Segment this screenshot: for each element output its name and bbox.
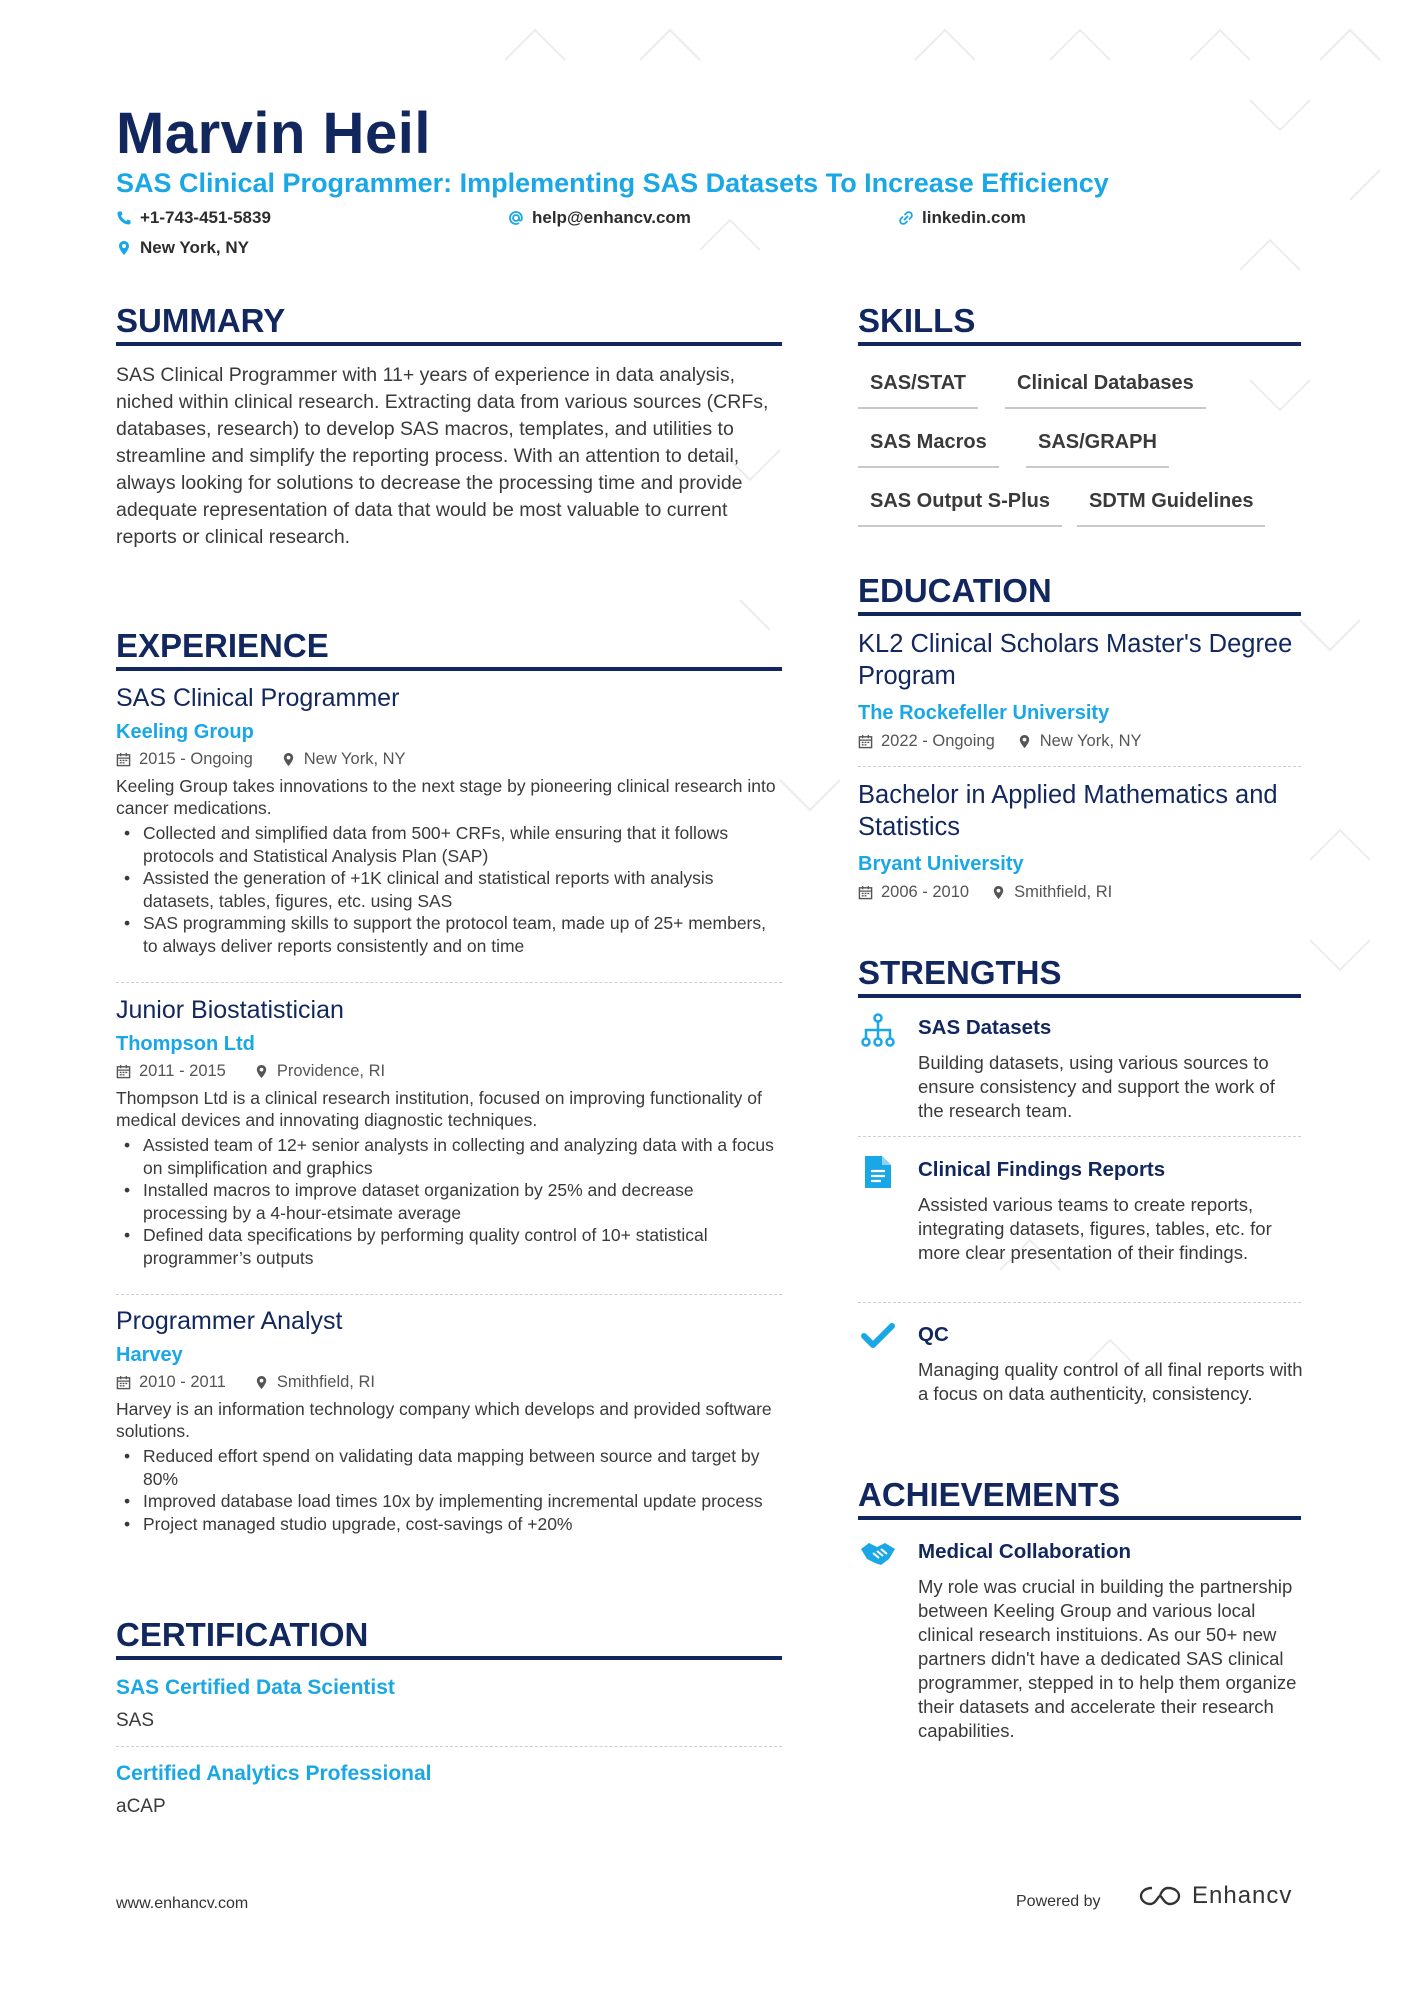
- candidate-headline: SAS Clinical Programmer: Implementing SAS Datasets To Increase Efficiency: [116, 168, 1109, 198]
- calendar-icon: [116, 1375, 131, 1390]
- skill-tag: SDTM Guidelines: [1077, 490, 1265, 527]
- skill-tag: SAS/GRAPH: [1026, 431, 1169, 468]
- education-meta: [858, 732, 1164, 751]
- skills-rule: [858, 342, 1301, 346]
- phone-text: +1-743-451-5839: [140, 208, 271, 227]
- education-heading: EDUCATION: [858, 572, 1052, 609]
- location-pin-icon: [1017, 734, 1032, 749]
- job-title: SAS Clinical Programmer: [116, 684, 400, 712]
- link-icon: [898, 210, 914, 226]
- skill-tag: Clinical Databases: [1005, 372, 1206, 409]
- job-dates: 2011 - 2015: [139, 1062, 226, 1080]
- summary-heading: SUMMARY: [116, 302, 286, 339]
- job-title: Junior Biostatistician: [116, 996, 344, 1024]
- bullet-item: • Improved database load times 10x by implementing incremental update process: [116, 1490, 782, 1513]
- strength-description: Assisted various teams to create reports, integrating datasets, figures, tables, etc. for more clear presentation of their findings.: [918, 1194, 1272, 1263]
- education-rule: [858, 612, 1301, 616]
- footer-url[interactable]: www.enhancv.com: [116, 1895, 249, 1912]
- brand-name: Enhancv: [1192, 1882, 1293, 1909]
- education-meta: [858, 883, 1134, 902]
- certification-name: SAS Certified Data Scientist: [116, 1676, 395, 1699]
- location-pin-icon: [281, 752, 296, 767]
- bullet-item: • Assisted team of 12+ senior analysts in collecting and analyzing data with a focus on simplification and graphics: [116, 1134, 782, 1179]
- strength-description: Building datasets, using various sources to ensure consistency and support the work of the research team.: [918, 1052, 1275, 1121]
- strengths-rule: [858, 994, 1301, 998]
- at-icon: [508, 210, 524, 226]
- job-description: Keeling Group takes innovations to the next stage by pioneering clinical research into cancer medications.: [116, 776, 776, 818]
- bullet-item: • Installed macros to improve dataset organization by 25% and decrease processing by a 4-hour-etsimate average: [116, 1179, 782, 1224]
- calendar-icon: [858, 734, 873, 749]
- bullet-item: • SAS programming skills to support the protocol team, made up of 25+ members, to always deliver reports consistently and on time: [116, 912, 782, 957]
- job-bullets: [116, 1445, 782, 1535]
- bullet-item: • Reduced effort spend on validating data mapping between source and target by 80%: [116, 1445, 782, 1490]
- achievement-title: Medical Collaboration: [918, 1540, 1131, 1563]
- certification-issuer: aCAP: [116, 1796, 166, 1817]
- bullet-item: • Collected and simplified data from 500+ CRFs, while ensuring that it follows protocols and Statistical Analysis Plan (SAP): [116, 822, 782, 867]
- job-meta: [116, 750, 782, 769]
- certification-heading: CERTIFICATION: [116, 1616, 369, 1653]
- calendar-icon: [116, 752, 131, 767]
- education-location: Smithfield, RI: [1014, 883, 1113, 901]
- handshake-icon: [858, 1534, 898, 1574]
- achievements-heading: ACHIEVEMENTS: [858, 1476, 1121, 1513]
- experience-entry: [116, 1307, 782, 1535]
- checkmark-icon: [858, 1316, 898, 1356]
- email-text: help@enhancv.com: [532, 208, 691, 227]
- strength-title: QC: [918, 1323, 949, 1346]
- school-name: The Rockefeller University: [858, 702, 1110, 724]
- skill-tag: SAS/STAT: [858, 372, 978, 409]
- experience-entry: [116, 996, 782, 1269]
- achievements-rule: [858, 1516, 1301, 1520]
- job-location: Providence, RI: [276, 1062, 386, 1080]
- job-dates: 2015 - Ongoing: [139, 750, 253, 768]
- achievement-description: My role was crucial in building the partnership between Keeling Group and various local clinical research instituions. As our 50+ new partners didn't have a dedicated SAS clinical programmer, stepped in to help them organize their datasets and accelerate their research capabilities.: [918, 1576, 1297, 1741]
- infinity-logo-icon: [1138, 1883, 1182, 1909]
- linkedin-text: linkedin.com: [922, 208, 1026, 227]
- school-name: Bryant University: [858, 853, 1024, 875]
- strength-description: Managing quality control of all final reports with a focus on data authenticity, consistency.: [918, 1359, 1303, 1404]
- phone-contact[interactable]: [116, 208, 271, 228]
- linkedin-contact[interactable]: [898, 208, 1026, 228]
- location-pin-icon: [116, 240, 132, 256]
- job-title: Programmer Analyst: [116, 1307, 343, 1335]
- job-dates: 2010 - 2011: [139, 1373, 226, 1391]
- document-icon: [858, 1152, 898, 1192]
- job-description: Harvey is an information technology company which develops and provided software solutions.: [116, 1399, 772, 1441]
- powered-by-label: Powered by: [1016, 1893, 1101, 1910]
- job-location: Smithfield, RI: [276, 1373, 375, 1391]
- divider: [116, 982, 782, 983]
- certification-rule: [116, 1656, 782, 1660]
- job-meta: [116, 1062, 782, 1081]
- job-bullets: [116, 1134, 782, 1269]
- certification-name: Certified Analytics Professional: [116, 1762, 432, 1785]
- company-name: Harvey: [116, 1344, 183, 1366]
- location-contact: [116, 238, 249, 258]
- location-pin-icon: [254, 1375, 269, 1390]
- company-name: Keeling Group: [116, 721, 254, 743]
- education-dates: 2022 - Ongoing: [881, 732, 995, 750]
- divider: [858, 1136, 1301, 1137]
- phone-icon: [116, 210, 132, 226]
- experience-heading: EXPERIENCE: [116, 627, 329, 664]
- job-description: Thompson Ltd is a clinical research institution, focused on improving functionality of medical devices and innovating diagnostic techniques.: [116, 1088, 762, 1130]
- strength-title: SAS Datasets: [918, 1016, 1052, 1039]
- skill-tag: SAS Output S-Plus: [858, 490, 1062, 527]
- location-pin-icon: [991, 885, 1006, 900]
- bullet-item: • Project managed studio upgrade, cost-savings of +20%: [116, 1513, 782, 1536]
- location-text: New York, NY: [140, 238, 249, 257]
- degree-title: Bachelor in Applied Mathematics and Statistics: [858, 781, 1278, 841]
- calendar-icon: [858, 885, 873, 900]
- summary-rule: [116, 342, 782, 346]
- email-contact[interactable]: [508, 208, 691, 228]
- enhancv-logo: [1138, 1882, 1292, 1910]
- resume-page: [116, 0, 1301, 1995]
- skill-tag: SAS Macros: [858, 431, 999, 468]
- calendar-icon: [116, 1064, 131, 1079]
- divider: [116, 1294, 782, 1295]
- divider: [858, 766, 1301, 767]
- summary-text: SAS Clinical Programmer with 11+ years of experience in data analysis, niched within clinical research. Extracting data from various sources (CRFs, databases, research) to develop SAS macros, templates, and utilities to streamline and simplify the reporting process. With an attention to detail, always looking for solutions to decrease the processing time and provide adequate representation of data that would be most valuable to current reports or clinical research.: [116, 364, 769, 548]
- candidate-name: Marvin Heil: [116, 101, 431, 166]
- job-location: New York, NY: [303, 750, 406, 768]
- experience-entry: [116, 684, 782, 957]
- education-location: New York, NY: [1039, 732, 1142, 750]
- education-dates: 2006 - 2010: [881, 883, 970, 901]
- job-bullets: [116, 822, 782, 957]
- divider: [858, 1302, 1301, 1303]
- location-pin-icon: [254, 1064, 269, 1079]
- job-meta: [116, 1373, 782, 1392]
- strength-title: Clinical Findings Reports: [918, 1158, 1166, 1181]
- divider: [116, 1746, 782, 1747]
- degree-title: KL2 Clinical Scholars Master's Degree Program: [858, 630, 1293, 690]
- skills-heading: SKILLS: [858, 302, 976, 339]
- certification-issuer: SAS: [116, 1710, 155, 1731]
- bullet-item: • Assisted the generation of +1K clinical and statistical reports with analysis datasets, tables, figures, etc. using SAS: [116, 867, 782, 912]
- experience-rule: [116, 667, 782, 671]
- bullet-item: • Defined data specifications by performing quality control of 10+ statistical programmer’s outputs: [116, 1224, 782, 1269]
- strengths-heading: STRENGTHS: [858, 954, 1062, 991]
- hierarchy-icon: [858, 1010, 898, 1050]
- company-name: Thompson Ltd: [116, 1033, 255, 1055]
